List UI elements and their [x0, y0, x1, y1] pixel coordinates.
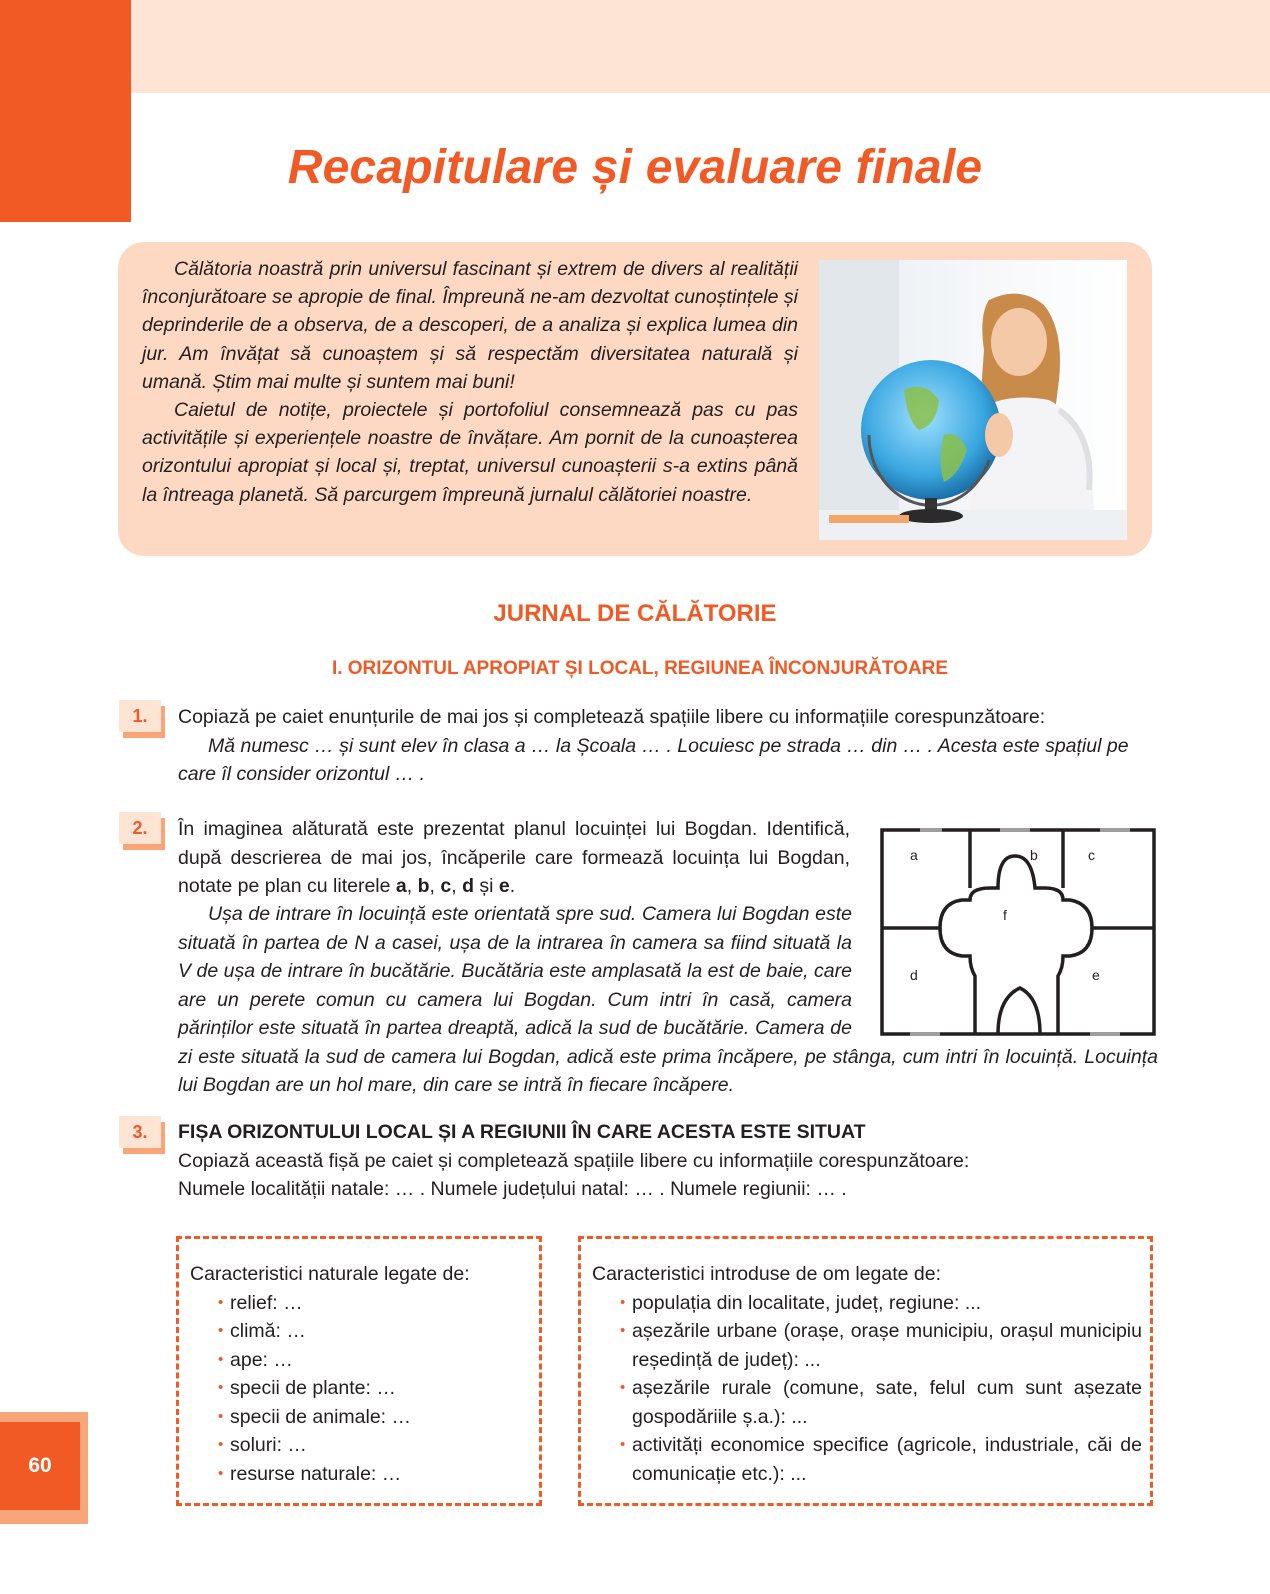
- exercise-3-title: FIȘA ORIZONTULUI LOCAL ȘI A REGIUNII ÎN CARE ACESTA ESTE SITUAT: [178, 1121, 866, 1143]
- letter-c: c: [440, 875, 452, 897]
- list-item: • activități economice specifice (agricole, industriale, căi de comunicație etc.): ...: [620, 1431, 1142, 1488]
- natural-characteristics: [190, 1260, 535, 1488]
- subsection-heading: I. ORIZONTUL APROPIAT ȘI LOCAL, REGIUNEA ÎNCONJURĂTOARE: [331, 658, 949, 679]
- list-item: • așezările urbane (orașe, orașe municipiu, orașul municipiu reședință de județ): ...: [620, 1317, 1142, 1374]
- exercise-2-number: 2.: [119, 812, 161, 844]
- plan-label-b: b: [1030, 847, 1038, 863]
- natural-heading: Caracteristici naturale legate de:: [190, 1263, 470, 1285]
- exercise-1-number: 1.: [119, 700, 161, 732]
- exercise-1: [178, 703, 1158, 789]
- list-item: • specii de animale: …: [218, 1403, 535, 1432]
- list-item: • relief: …: [218, 1289, 535, 1318]
- photo-illustration: [819, 260, 1127, 540]
- exercise-1-instruction: Copiază pe caiet enunțurile de mai jos și completează spațiile libere cu informațiile corespunzătoare:: [178, 706, 1046, 728]
- period: .: [509, 875, 516, 897]
- separator: ,: [451, 875, 463, 897]
- letter-e: e: [498, 875, 510, 897]
- exercise-2-intro: [178, 815, 850, 901]
- exercise-2-description: Ușa de intrare în locuință este orientată spre sud. Camera lui Bogdan este situată în partea de N a casei, ușa de la intrarea în camera sa fiind situată la V de ușa de intrare în bucătărie. Bucătăria este amplasată la est de baie, care are un perete comun cu camera lui Bogdan. Cum intri în casă, camera părinților este situată în partea dreaptă, adică la sud de bucătărie. Camera de zi este situată la sud de camera lui Bogdan, adică este prima încăpere, pe stânga, cum intri în locuință. Locuința lui Bogdan are un hol mare, din care se intră în fiecare încăpere.: [178, 903, 1158, 1096]
- list-item: • resurse naturale: …: [218, 1460, 535, 1489]
- plan-walls: [882, 830, 1154, 1034]
- list-item: • ape: …: [218, 1346, 535, 1375]
- plan-label-d: d: [910, 967, 918, 983]
- letter-a: a: [395, 875, 407, 897]
- list-item: • soluri: …: [218, 1431, 535, 1460]
- human-heading: Caracteristici introduse de om legate de:: [592, 1263, 942, 1285]
- page-title: Recapitulare și evaluare finale: [287, 141, 983, 194]
- list-item: • populația din localitate, județ, regiune: ...: [620, 1289, 1142, 1318]
- plan-labels: [910, 847, 1100, 983]
- plan-label-e: e: [1092, 967, 1100, 983]
- exercise-2-intro-text: În imaginea alăturată este prezentat planul locuinței lui Bogdan. Identifică, după descrierea de mai jos, încăperile care formează locuința lui Bogdan, notate pe plan cu literele: [178, 818, 850, 897]
- list-item: • așezările rurale (comune, sate, felul cum sunt așezate gospodăriile ș.a.): ...: [620, 1374, 1142, 1431]
- section-heading: JURNAL DE CĂLĂTORIE: [493, 600, 777, 627]
- exercise-3-fields: Numele localității natale: … . Numele județului natal: … . Numele regiunii: … .: [178, 1178, 847, 1200]
- plan-label-a: a: [910, 847, 918, 863]
- list-item: • climă: …: [218, 1317, 535, 1346]
- header-band: [0, 0, 1270, 93]
- exercise-3: [178, 1118, 1158, 1204]
- exercise-3-instruction: Copiază această fișă pe caiet și completează spațiile libere cu informațiile corespunzătoare:: [178, 1149, 970, 1172]
- intro-text: [142, 255, 798, 509]
- girl-with-globe-photo: [819, 260, 1127, 540]
- intro-paragraph-2: Caietul de notițe, proiectele și portofoliul consemnează pas cu pas activitățile și experiențele noastre de învățare. Am pornit de la cunoașterea orizontului apropiat și local și, treptat, universul cunoașterii s-a extins până la întreaga planetă. Să parcurgem împreună jurnalul călătoriei noastre.: [142, 399, 798, 506]
- plan-label-f: f: [1003, 907, 1007, 923]
- exercise-1-text: Mă numesc … și sunt elev în clasa a … la Școala … . Locuiesc pe strada … din … . Acesta este spațiul pe care îl consider orizontul … .: [178, 734, 1129, 785]
- letter-d: d: [462, 875, 474, 897]
- letter-b: b: [417, 875, 430, 897]
- page-number: 60: [0, 1422, 80, 1510]
- exercise-2-badge: [119, 812, 163, 846]
- and-word: și: [474, 875, 499, 897]
- human-list: [592, 1289, 1142, 1489]
- house-plan: [880, 828, 1156, 1036]
- plan-windows: [910, 830, 1130, 1034]
- separator: ,: [429, 875, 441, 897]
- exercise-3-badge: [119, 1116, 163, 1150]
- exercise-1-badge: [119, 700, 163, 734]
- intro-paragraph-1: Călătoria noastră prin universul fascinant și extrem de divers al realității înconjurătoare se apropie de final. Împreună ne-am dezvoltat cunoștințele și deprinderile de a observa, de a descoperi, de a analiza și explica lumea din jur. Am învățat să cunoaștem și să respectăm diversitatea naturală și umană. Știm mai multe și suntem mai buni!: [142, 258, 798, 393]
- human-characteristics: [592, 1260, 1142, 1488]
- separator: ,: [406, 875, 418, 897]
- list-item: • specii de plante: …: [218, 1374, 535, 1403]
- plan-label-c: c: [1088, 847, 1095, 863]
- natural-list: [190, 1289, 535, 1489]
- exercise-3-number: 3.: [119, 1116, 161, 1148]
